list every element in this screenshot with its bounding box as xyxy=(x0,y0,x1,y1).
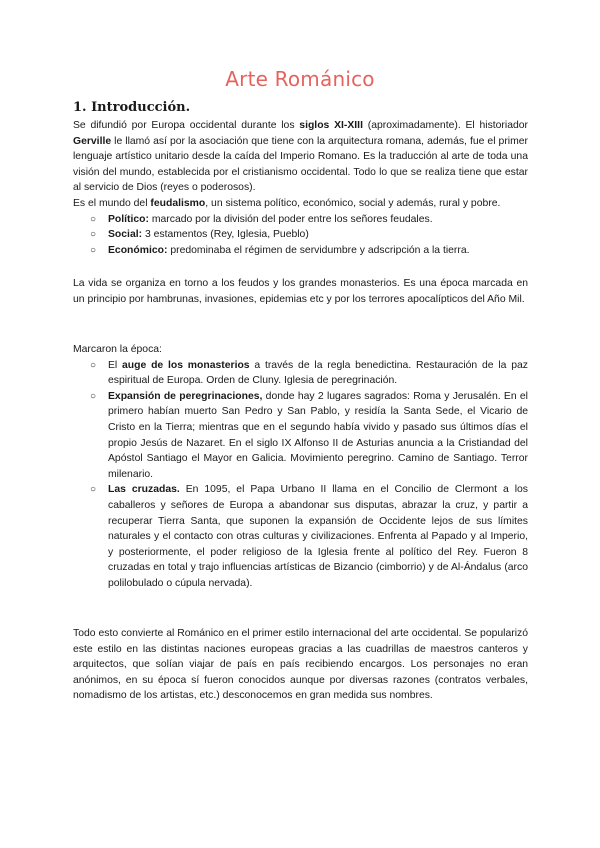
feudal-text-2: , un sistema político, económico, social y además, rural y pobre. xyxy=(205,197,501,209)
intro-section xyxy=(73,118,528,258)
item-text: a través de la regla benedictina. Restauración de la paz espiritual de Europa. Orden de Cluny. Iglesia de peregrinación. xyxy=(108,359,528,387)
list-item xyxy=(73,243,528,259)
intro-bold-gerville: Gerville xyxy=(73,135,112,147)
feudal-list xyxy=(73,212,528,259)
intro-paragraph xyxy=(73,118,528,196)
item-text: donde hay 2 lugares sagrados: Roma y Jerusalén. En el primero habían muerto San Pedro y San Pablo, y residía la Santa Sede, el Vicario de Cristo en la Tierra; mientras que en el segundo había vivido y pasado sus últimos días el propio Jesús de Nazaret. En el siglo IX Alfonso II de Asturias anuncia a la Cristiandad del Apóstol Santiago el Mayor en Galicia. Movimiento peregrino. Camino de Santiago. Terror milenario. xyxy=(108,390,528,480)
item-text: predominaba el régimen de servidumbre y adscripción a la tierra. xyxy=(167,244,470,256)
feudal-paragraph xyxy=(73,196,528,212)
final-paragraph: Todo esto convierte al Románico en el primer estilo internacional del arte occidental. Se popularizó este estilo en las distintas naciones europeas gracias a las cuadrillas de maestros canteros y arquitectos, que solían viajar de país en país recibiendo encargos. Los personajes no eran anónimos, en su época sí fueron conocidos aunque por diversas razones (contratos verbales, nomadismo de los artistas, etc.) desconocemos en gran medida sus nombres. xyxy=(73,628,528,702)
epoca-intro: Marcaron la época: xyxy=(73,344,162,355)
item-bold: auge de los monasterios xyxy=(122,359,250,371)
item-text: En 1095, el Papa Urbano II llama en el Concilio de Clermont a los caballeros y señores de Europa a abandonar sus disputas, abrazar la cruz, y partir a recuperar Tierra Santa, que suponen la expansión de Occidente lejos de sus límites naturales y el contacto con otras culturas y civilizaciones. Enfrenta al Papado y al Imperio, y posteriormente, el poder religioso de la Iglesia frente al político del Rey. Fueron 8 cruzadas en total y trajo influencias artísticas de Bizancio (cimborrio) y de Al-Ándalus (arco polilobulado o cúpula nervada). xyxy=(108,484,528,589)
intro-text-1: Se difundió por Europa occidental durante los xyxy=(73,120,300,131)
item-bold: Económico: xyxy=(108,244,168,256)
item-bold: Expansión de peregrinaciones, xyxy=(108,390,263,402)
vida-paragraph: La vida se organiza en torno a los feudos y los grandes monasterios. Es una época marcada en un principio por hambrunas, invasiones, epidemias etc y por los terrores apocalípticos del Año Mil. xyxy=(73,278,528,305)
list-item xyxy=(73,389,528,483)
item-text: 3 estamentos (Rey, Iglesia, Pueblo) xyxy=(142,229,309,241)
list-item xyxy=(73,227,528,243)
intro-bold-centuries: siglos XI-XIII xyxy=(299,120,363,131)
feudal-bold: feudalismo xyxy=(150,197,206,209)
item-bold: Político: xyxy=(108,213,149,225)
epoca-list xyxy=(73,358,528,592)
list-item xyxy=(73,212,528,228)
bullet-icon: ○ xyxy=(90,244,97,256)
page-title: Arte Románico xyxy=(225,67,375,91)
feudal-text-1: Es el mundo del xyxy=(73,197,151,209)
section-heading: 1. Introducción. xyxy=(73,100,191,115)
intro-text-3: le llamó así por la asociación que tiene con la arquitectura romana, además, fue el primer lenguaje artístico unitario desde la caída del Imperio Romano. Es la traducción al arte de toda una visión del mundo, establecida por el cristianismo occidental. Todo lo que se realiza tiene que estar al servicio de Dios (reyes o poderosos). xyxy=(73,135,528,194)
intro-text-2: (aproximadamente). El historiador xyxy=(362,120,528,131)
list-item xyxy=(73,358,528,389)
list-item xyxy=(73,482,528,591)
bullet-icon: ○ xyxy=(90,213,97,225)
bullet-icon: ○ xyxy=(90,390,97,402)
epoca-section xyxy=(73,342,528,592)
bullet-icon: ○ xyxy=(90,359,97,371)
bullet-icon: ○ xyxy=(90,484,97,496)
item-bold: Social: xyxy=(108,229,143,241)
item-bold: Las cruzadas. xyxy=(108,484,180,496)
bullet-icon: ○ xyxy=(90,229,97,241)
item-pre: El xyxy=(108,359,123,371)
item-text: marcado por la división del poder entre los señores feudales. xyxy=(148,213,433,225)
